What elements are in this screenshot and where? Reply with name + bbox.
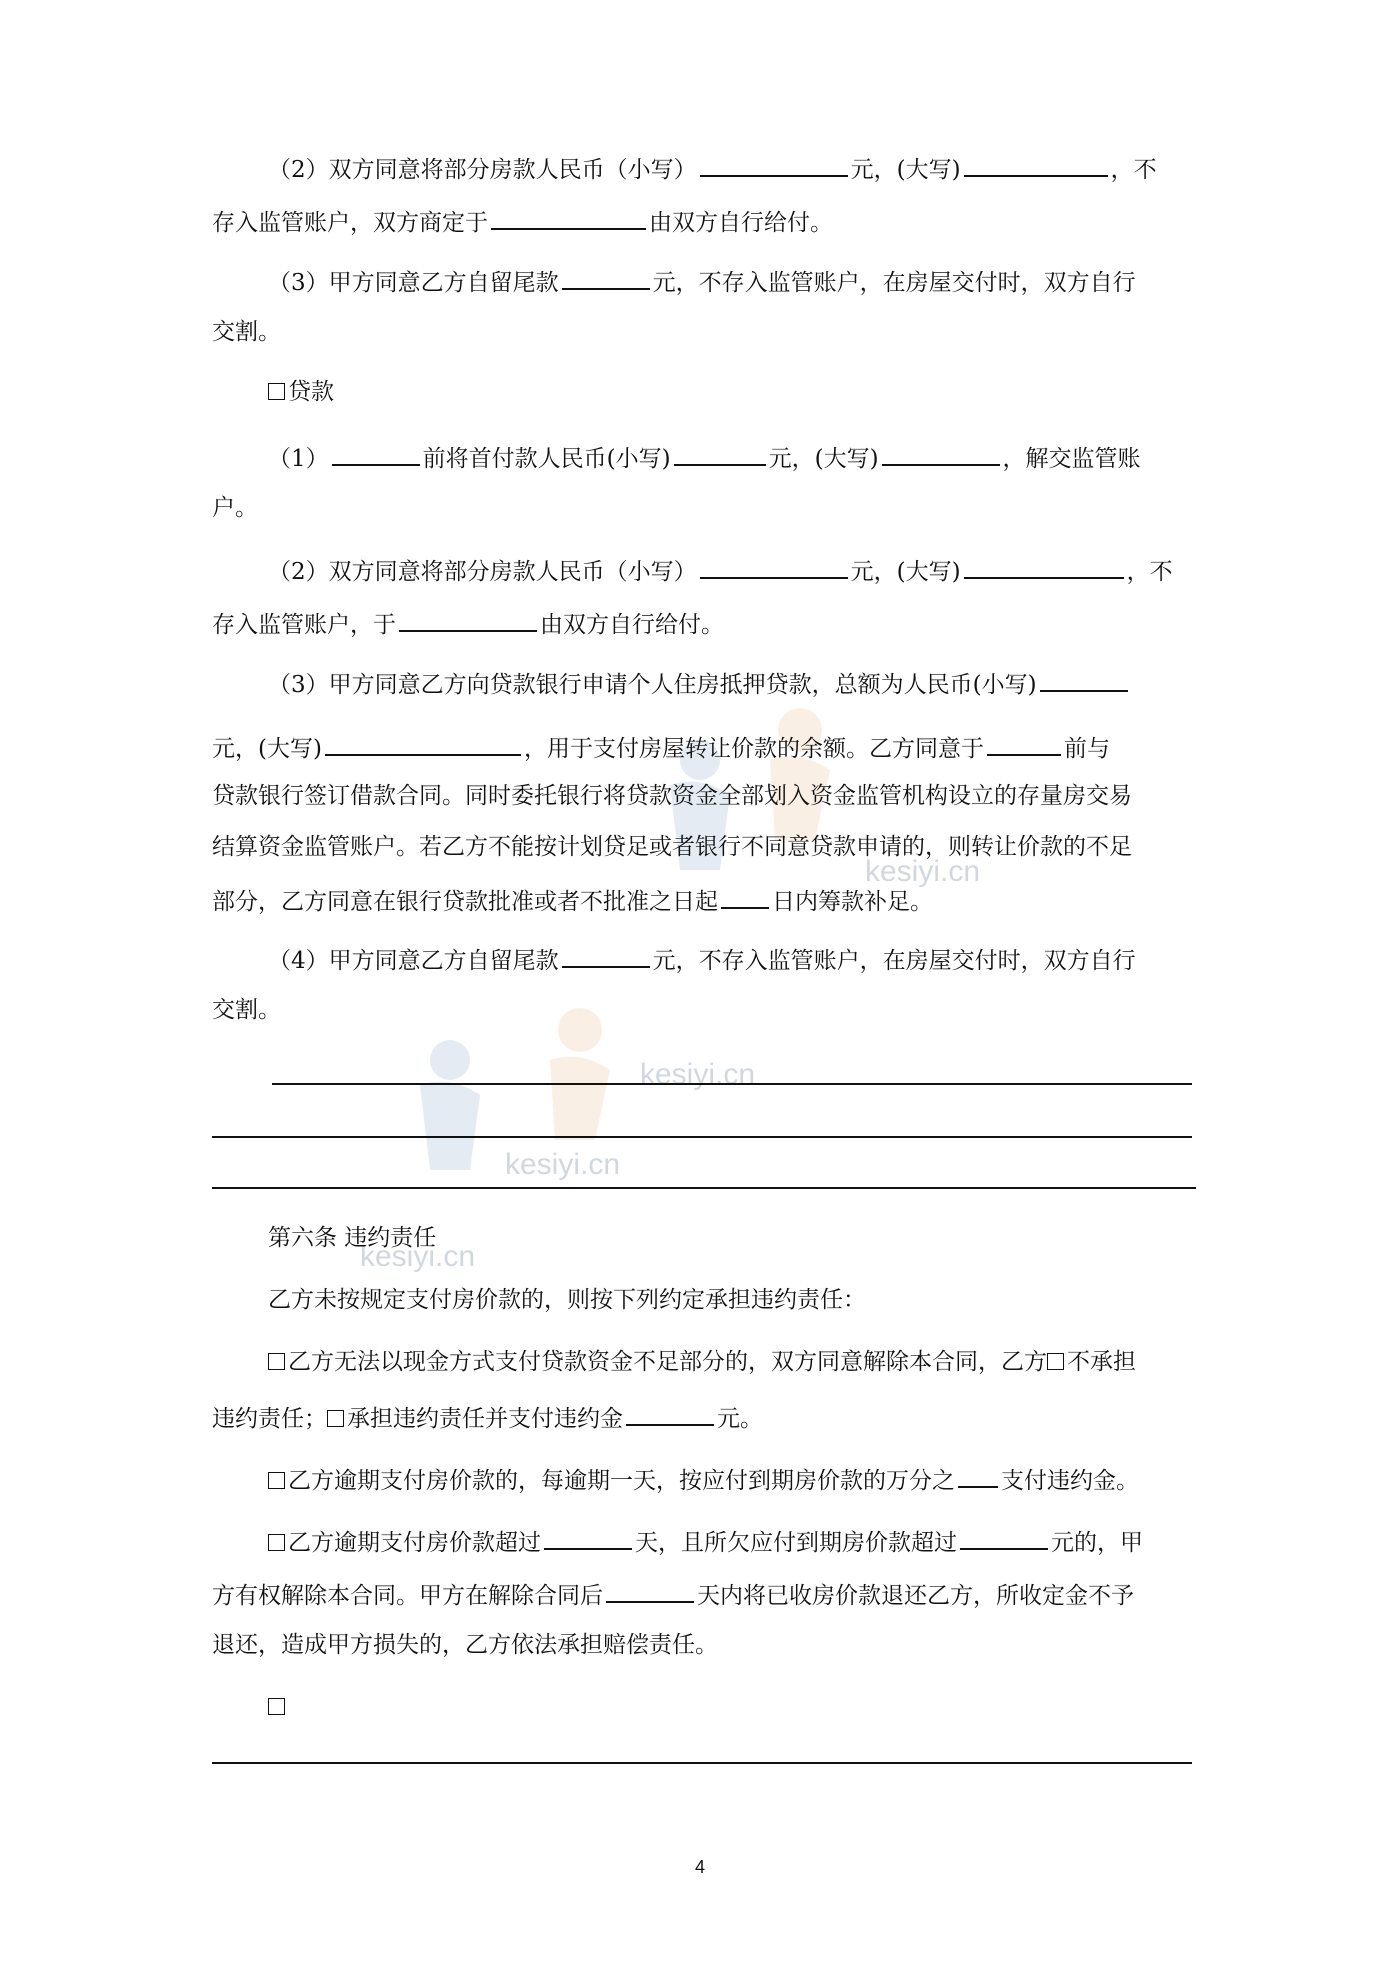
cash-clause-2-cont: 存入监管账户，双方商定于 由双方自行给付。 — [212, 204, 1202, 238]
blank-amount-upper[interactable] — [325, 730, 521, 756]
penalty-option-3-line3: 退还，造成甲方损失的，乙方依法承担赔偿责任。 — [212, 1632, 718, 1658]
other-option-checkbox[interactable] — [268, 1698, 285, 1715]
blank-amount[interactable] — [562, 942, 650, 968]
blank-days[interactable] — [721, 883, 769, 909]
blank-amount-upper[interactable] — [964, 553, 1124, 579]
blank-date[interactable] — [399, 606, 537, 632]
loan-option: 贷款 — [268, 377, 1258, 407]
blank-days[interactable] — [606, 1577, 694, 1603]
page-number: 4 — [694, 1857, 705, 1877]
blank-amount-lower[interactable] — [700, 151, 848, 177]
blank-amount-lower[interactable] — [1040, 666, 1128, 692]
loan-clause-3-line5: 部分，乙方同意在银行贷款批准或者不批准之日起 日内筹款补足。 — [212, 883, 1202, 917]
loan-clause-4-cont: 交割。 — [212, 997, 281, 1023]
cash-clause-2: （2）双方同意将部分房款人民币（小写） 元，(大写) ，不 — [268, 151, 1258, 185]
liability-checkbox[interactable] — [327, 1410, 344, 1427]
fill-in-line[interactable] — [212, 1187, 1196, 1189]
no-liability-checkbox[interactable] — [1047, 1353, 1064, 1370]
loan-clause-3-line4: 结算资金监管账户。若乙方不能按计划贷足或者银行不同意贷款申请的，则转让价款的不足 — [212, 834, 1132, 860]
blank-date[interactable] — [987, 730, 1061, 756]
loan-clause-4: （4）甲方同意乙方自留尾款 元，不存入监管账户，在房屋交付时，双方自行 — [268, 942, 1258, 976]
penalty-option-3-line2: 方有权解除本合同。甲方在解除合同后 天内将已收房价款退还乙方，所收定金不予 — [212, 1577, 1202, 1611]
cash-clause-3-cont: 交割。 — [212, 319, 281, 345]
penalty-option-3: 乙方逾期支付房价款超过 天，且所欠应付到期房价款超过 元的，甲 — [268, 1524, 1258, 1558]
loan-clause-1-cont: 户。 — [212, 495, 258, 521]
fill-in-line[interactable] — [272, 1083, 1192, 1085]
cash-clause-3: （3）甲方同意乙方自留尾款 元，不存入监管账户，在房屋交付时，双方自行 — [268, 264, 1258, 298]
blank-date[interactable] — [332, 440, 420, 466]
watermark-text: kesiyi.cn — [360, 1240, 476, 1273]
penalty-option-other — [268, 1692, 1258, 1722]
fill-in-line[interactable] — [212, 1762, 1192, 1764]
penalty-option-1-cont: 违约责任； 承担违约责任并支付违约金 元。 — [212, 1400, 1202, 1434]
loan-clause-2: （2）双方同意将部分房款人民币（小写） 元，(大写) ，不 — [268, 553, 1258, 587]
option-checkbox[interactable] — [268, 1472, 285, 1489]
loan-clause-3: （3）甲方同意乙方向贷款银行申请个人住房抵押贷款，总额为人民币(小写) — [268, 666, 1258, 700]
blank-rate[interactable] — [958, 1462, 998, 1488]
watermark-text: kesiyi.cn — [505, 1148, 621, 1181]
loan-clause-1: （1） 前将首付款人民币(小写) 元，(大写) ，解交监管账 — [268, 440, 1258, 474]
blank-date[interactable] — [491, 204, 646, 230]
blank-amount-upper[interactable] — [964, 151, 1108, 177]
loan-clause-3-line3: 贷款银行签订借款合同。同时委托银行将贷款资金全部划入资金监管机构设立的存量房交易 — [212, 783, 1132, 809]
blank-days[interactable] — [544, 1524, 632, 1550]
loan-clause-2-cont: 存入监管账户，于 由双方自行给付。 — [212, 606, 1202, 640]
loan-checkbox[interactable] — [268, 383, 285, 400]
penalty-option-2: 乙方逾期支付房价款的，每逾期一天，按应付到期房价款的万分之 支付违约金。 — [268, 1462, 1258, 1496]
blank-penalty-amount[interactable] — [626, 1400, 714, 1426]
article-6-heading: 第六条 违约责任 — [268, 1225, 437, 1251]
option-checkbox[interactable] — [268, 1534, 285, 1551]
article-6-intro: 乙方未按规定支付房价款的，则按下列约定承担违约责任： — [268, 1287, 866, 1313]
penalty-option-1: 乙方无法以现金方式支付贷款资金不足部分的，双方同意解除本合同，乙方 不承担 — [268, 1347, 1258, 1377]
watermark-text: kesiyi.cn — [640, 1058, 756, 1091]
blank-amount[interactable] — [960, 1524, 1048, 1550]
loan-clause-3-line2: 元，(大写) ，用于支付房屋转让价款的余额。乙方同意于 前与 — [212, 730, 1202, 764]
blank-amount[interactable] — [562, 264, 650, 290]
blank-amount-upper[interactable] — [882, 440, 1000, 466]
option-checkbox[interactable] — [268, 1353, 285, 1370]
watermark-text: kesiyi.cn — [865, 855, 981, 888]
blank-amount-lower[interactable] — [674, 440, 766, 466]
blank-amount-lower[interactable] — [700, 553, 848, 579]
fill-in-line[interactable] — [212, 1136, 1192, 1138]
